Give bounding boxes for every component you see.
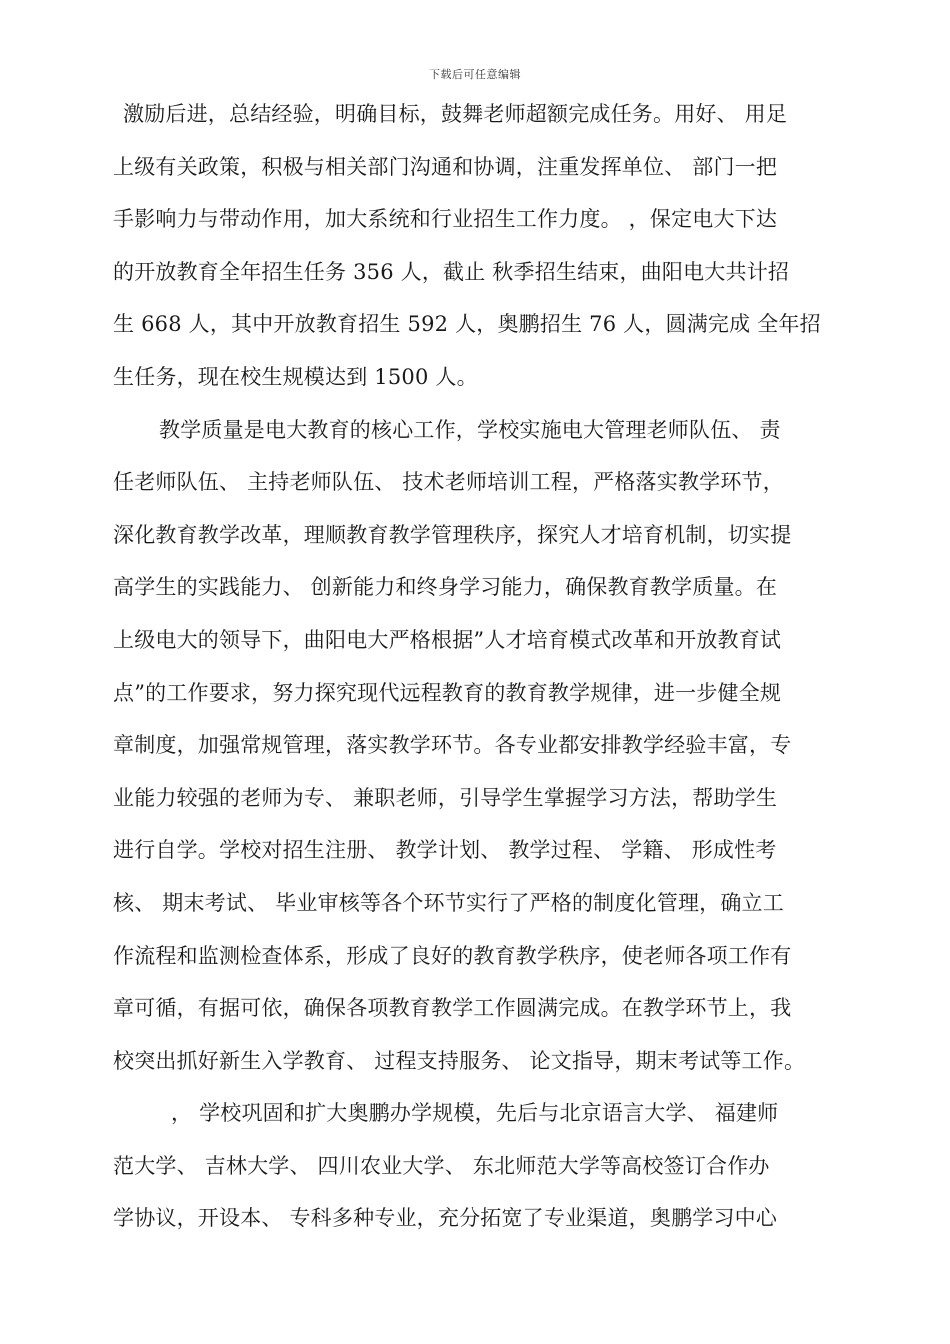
text-line: 的开放教育全年招生任务 356 人，截止 秋季招生结束，曲阳电大共计招 — [113, 259, 790, 284]
text-line: 高学生的实践能力、 创新能力和终身学习能力，确保教育教学质量。在 — [113, 575, 778, 600]
text-line: 作流程和监测检查体系，形成了良好的教育教学秩序，使老师各项工作有 — [113, 943, 792, 968]
text-line: 上级电大的领导下，曲阳电大严格根据”人才培育模式改革和开放教育试 — [113, 627, 782, 652]
download-note: 下载后可任意编辑 — [429, 68, 521, 81]
text-line: 范大学、 吉林大学、 四川农业大学、 东北师范大学等高校签订合作办 — [113, 1153, 770, 1178]
text-line: 业能力较强的老师为专、 兼职老师，引导学生掌握学习方法，帮助学生 — [113, 785, 778, 810]
text-line: 校突出抓好新生入学教育、 过程支持服务、 论文指导，期末考试等工作。 — [113, 1048, 806, 1073]
paragraph-start-line: ， 学校巩固和扩大奥鹏办学规模，先后与北京语言大学、 福建师 — [171, 1101, 779, 1126]
text-line: 核、 期末考试、 毕业审核等各个环节实行了严格的制度化管理，确立工 — [113, 890, 784, 915]
text-line: 学协议，开设本、 专科多种专业，充分拓宽了专业渠道，奥鹏学习中心 — [113, 1206, 778, 1231]
paragraph-start-line: 教学质量是电大教育的核心工作，学校实施电大管理老师队伍、 责 — [159, 417, 781, 442]
text-line: 进行自学。学校对招生注册、 教学计划、 教学过程、 学籍、 形成性考 — [113, 838, 777, 863]
text-line: 手影响力与带动作用，加大系统和行业招生工作力度。 ，保定电大下达 — [113, 207, 778, 232]
text-line: 激励后进，总结经验，明确目标，鼓舞老师超额完成任务。用好、 用足 — [123, 102, 788, 126]
text-line: 上级有关政策，积极与相关部门沟通和协调，注重发挥单位、 部门一把 — [113, 154, 778, 179]
text-line: 任老师队伍、 主持老师队伍、 技术老师培训工程，严格落实教学环节， — [113, 470, 784, 495]
text-line: 章可循，有据可依，确保各项教育教学工作圆满完成。在教学环节上，我 — [113, 996, 792, 1021]
text-line: 生任务，现在校生规模达到 1500 人。 — [113, 364, 478, 389]
text-line: 深化教育教学改革，理顺教育教学管理秩序，探究人才培育机制，切实提 — [113, 522, 792, 547]
text-line: 章制度，加强常规管理，落实教学环节。各专业都安排教学经验丰富，专 — [113, 733, 792, 758]
text-line: 点”的工作要求，努力探究现代远程教育的教育教学规律，进一步健全规 — [113, 680, 782, 705]
text-line: 生 668 人，其中开放教育招生 592 人，奥鹏招生 76 人，圆满完成 全年招 — [113, 312, 821, 337]
body-text — [113, 88, 858, 1245]
